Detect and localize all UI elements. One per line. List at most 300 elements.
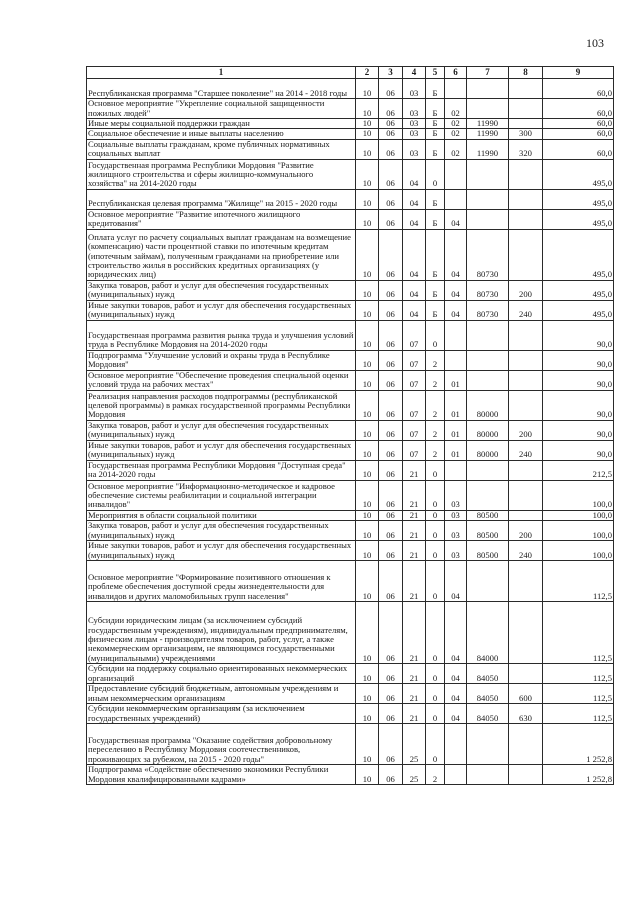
table-row [87,159,614,189]
subsection-code-cell: 06 [379,440,403,460]
measure-code-cell: 03 [445,521,467,541]
program-code-cell: 25 [403,724,426,765]
expense-type-cell [509,664,543,684]
section-code-cell: 10 [356,119,379,129]
section-code-cell: 10 [356,99,379,119]
expense-type-cell [509,350,543,370]
amount-cell: 495,0 [543,159,614,189]
subsection-code-cell: 06 [379,704,403,724]
expense-type-cell [509,229,543,280]
direction-code-cell: 80000 [467,390,509,420]
program-code-cell: 07 [403,440,426,460]
measure-code-cell: 02 [445,139,467,159]
program-code-cell: 03 [403,79,426,99]
program-code-cell: 21 [403,561,426,602]
subprogram-code-cell: 0 [426,704,445,724]
direction-code-cell [467,561,509,602]
table-row [87,300,614,320]
subsection-code-cell: 06 [379,129,403,139]
subprogram-code-cell: 0 [426,159,445,189]
subsection-code-cell: 06 [379,561,403,602]
page-number: 103 [586,36,604,50]
expense-type-cell [509,159,543,189]
measure-code-cell [445,460,467,480]
table-row [87,541,614,561]
amount-cell: 60,0 [543,139,614,159]
direction-code-cell [467,350,509,370]
measure-code-cell: 02 [445,99,467,119]
table-row [87,99,614,119]
table-row [87,320,614,350]
table-row [87,209,614,229]
section-code-cell: 10 [356,521,379,541]
measure-code-cell: 01 [445,390,467,420]
program-code-cell: 03 [403,129,426,139]
section-code-cell: 10 [356,724,379,765]
direction-code-cell [467,79,509,99]
item-name-cell: Оплата услуг по расчету социальных выплат гражданам на возмещение (компенсацию) части процентной ставки по ипотечным кредитам (ипотечным займам), полученным гражданами на приобретение или строительство жилья в российских кредитных организациях (у юридических лиц) [87,229,356,280]
measure-code-cell [445,159,467,189]
subsection-code-cell: 06 [379,521,403,541]
measure-code-cell: 04 [445,664,467,684]
section-code-cell: 10 [356,390,379,420]
section-code-cell: 10 [356,189,379,209]
item-name-cell: Подпрограмма "Улучшение условий и охраны труда в Республике Мордовия" [87,350,356,370]
table-row [87,664,614,684]
table-row [87,724,614,765]
section-code-cell: 10 [356,350,379,370]
column-header: 5 [426,67,445,79]
item-name-cell: Закупка товаров, работ и услуг для обеспечения государственных (муниципальных) нужд [87,420,356,440]
expense-type-cell [509,561,543,602]
program-code-cell: 03 [403,99,426,119]
direction-code-cell: 80730 [467,229,509,280]
item-name-cell: Мероприятия в области социальной политики [87,510,356,520]
subprogram-code-cell: Б [426,139,445,159]
program-code-cell: 21 [403,704,426,724]
subsection-code-cell: 06 [379,684,403,704]
item-name-cell: Социальные выплаты гражданам, кроме публичных нормативных социальных выплат [87,139,356,159]
item-name-cell: Субсидии некоммерческим организациям (за исключением государственных учреждений) [87,704,356,724]
item-name-cell: Республиканская целевая программа "Жилище" на 2015 - 2020 годы [87,189,356,209]
direction-code-cell [467,460,509,480]
item-name-cell: Иные закупки товаров, работ и услуг для обеспечения государственных (муниципальных) нужд [87,440,356,460]
measure-code-cell: 03 [445,480,467,510]
table-row [87,350,614,370]
subprogram-code-cell: 2 [426,350,445,370]
subprogram-code-cell: 2 [426,390,445,420]
table-row [87,280,614,300]
subsection-code-cell: 06 [379,350,403,370]
program-code-cell: 25 [403,765,426,785]
expense-type-cell: 200 [509,420,543,440]
direction-code-cell [467,209,509,229]
amount-cell: 1 252,8 [543,724,614,765]
program-code-cell: 21 [403,664,426,684]
measure-code-cell: 01 [445,370,467,390]
program-code-cell: 04 [403,159,426,189]
direction-code-cell [467,189,509,209]
amount-cell: 112,5 [543,684,614,704]
item-name-cell: Основное мероприятие "Обеспечение проведения специальной оценки условий труда на рабочих местах" [87,370,356,390]
program-code-cell: 21 [403,684,426,704]
subsection-code-cell: 06 [379,370,403,390]
program-code-cell: 21 [403,460,426,480]
program-code-cell: 21 [403,480,426,510]
section-code-cell: 10 [356,370,379,390]
measure-code-cell: 04 [445,209,467,229]
program-code-cell: 04 [403,209,426,229]
subsection-code-cell: 06 [379,99,403,119]
section-code-cell: 10 [356,280,379,300]
expense-type-cell [509,460,543,480]
section-code-cell: 10 [356,602,379,664]
amount-cell: 90,0 [543,420,614,440]
direction-code-cell: 84000 [467,602,509,664]
section-code-cell: 10 [356,320,379,350]
direction-code-cell: 80500 [467,521,509,541]
item-name-cell: Закупка товаров, работ и услуг для обеспечения государственных (муниципальных) нужд [87,280,356,300]
program-code-cell: 04 [403,280,426,300]
program-code-cell: 07 [403,420,426,440]
subsection-code-cell: 06 [379,541,403,561]
direction-code-cell: 80730 [467,280,509,300]
subsection-code-cell: 06 [379,602,403,664]
subsection-code-cell: 06 [379,320,403,350]
amount-cell: 90,0 [543,440,614,460]
measure-code-cell [445,189,467,209]
table-row [87,440,614,460]
subprogram-code-cell: Б [426,280,445,300]
direction-code-cell: 80730 [467,300,509,320]
section-code-cell: 10 [356,765,379,785]
measure-code-cell: 01 [445,440,467,460]
subprogram-code-cell: 0 [426,320,445,350]
expense-type-cell [509,390,543,420]
subsection-code-cell: 06 [379,510,403,520]
direction-code-cell [467,320,509,350]
program-code-cell: 07 [403,390,426,420]
amount-cell: 495,0 [543,209,614,229]
measure-code-cell: 04 [445,684,467,704]
item-name-cell: Основное мероприятие "Укрепление социальной защищенности пожилых людей" [87,99,356,119]
expense-type-cell [509,724,543,765]
direction-code-cell [467,159,509,189]
measure-code-cell: 04 [445,704,467,724]
item-name-cell: Основное мероприятие "Информационно-методическое и кадровое обеспечение системы реабилитации и социальной интеграции инвалидов" [87,480,356,510]
table-row [87,460,614,480]
subprogram-code-cell: Б [426,99,445,119]
amount-cell: 90,0 [543,370,614,390]
table-row [87,370,614,390]
subprogram-code-cell: 0 [426,480,445,510]
item-name-cell: Подпрограмма «Содействие обеспечению экономики Республики Мордовия квалифицированными кадрами» [87,765,356,785]
measure-code-cell [445,724,467,765]
subprogram-code-cell: 0 [426,602,445,664]
section-code-cell: 10 [356,664,379,684]
subprogram-code-cell: 0 [426,664,445,684]
section-code-cell: 10 [356,209,379,229]
column-header: 3 [379,67,403,79]
column-header: 4 [403,67,426,79]
column-header: 8 [509,67,543,79]
direction-code-cell: 11990 [467,129,509,139]
subprogram-code-cell: 2 [426,765,445,785]
subsection-code-cell: 06 [379,664,403,684]
amount-cell: 112,5 [543,602,614,664]
direction-code-cell [467,480,509,510]
subsection-code-cell: 06 [379,480,403,510]
table-row [87,139,614,159]
section-code-cell: 10 [356,480,379,510]
expense-type-cell [509,480,543,510]
column-header: 7 [467,67,509,79]
program-code-cell: 07 [403,320,426,350]
item-name-cell: Предоставление субсидий бюджетным, автономным учреждениям и иным некоммерческим организациям [87,684,356,704]
subsection-code-cell: 06 [379,460,403,480]
table-row [87,79,614,99]
amount-cell: 495,0 [543,229,614,280]
section-code-cell: 10 [356,510,379,520]
expense-type-cell: 320 [509,139,543,159]
measure-code-cell: 04 [445,229,467,280]
subsection-code-cell: 06 [379,139,403,159]
item-name-cell: Основное мероприятие "Формирование позитивного отношения к проблеме обеспечения доступной среды жизнедеятельности для инвалидов и других маломобильных групп населения" [87,561,356,602]
expense-type-cell [509,79,543,99]
subprogram-code-cell: Б [426,209,445,229]
table-row [87,390,614,420]
subprogram-code-cell: 0 [426,724,445,765]
expense-type-cell: 630 [509,704,543,724]
direction-code-cell: 80500 [467,541,509,561]
subprogram-code-cell: Б [426,79,445,99]
subprogram-code-cell: Б [426,189,445,209]
section-code-cell: 10 [356,704,379,724]
subprogram-code-cell: Б [426,119,445,129]
item-name-cell: Основное мероприятие "Развитие ипотечного жилищного кредитования" [87,209,356,229]
item-name-cell: Республиканская программа "Старшее поколение" на 2014 - 2018 годы [87,79,356,99]
subprogram-code-cell: Б [426,300,445,320]
subprogram-code-cell: 0 [426,561,445,602]
expense-type-cell [509,99,543,119]
expense-type-cell: 240 [509,541,543,561]
amount-cell: 100,0 [543,521,614,541]
direction-code-cell: 80000 [467,420,509,440]
direction-code-cell [467,765,509,785]
program-code-cell: 21 [403,602,426,664]
amount-cell: 112,5 [543,561,614,602]
header-row [87,67,614,79]
measure-code-cell [445,79,467,99]
amount-cell: 90,0 [543,320,614,350]
amount-cell: 60,0 [543,129,614,139]
subprogram-code-cell: 2 [426,370,445,390]
subsection-code-cell: 06 [379,420,403,440]
subsection-code-cell: 06 [379,300,403,320]
expense-type-cell: 600 [509,684,543,704]
expense-type-cell [509,189,543,209]
subprogram-code-cell: 2 [426,440,445,460]
item-name-cell: Закупка товаров, работ и услуг для обеспечения государственных (муниципальных) нужд [87,521,356,541]
section-code-cell: 10 [356,300,379,320]
table-body [87,79,614,785]
amount-cell: 495,0 [543,300,614,320]
section-code-cell: 10 [356,541,379,561]
expense-type-cell [509,209,543,229]
amount-cell: 60,0 [543,79,614,99]
subprogram-code-cell: 0 [426,521,445,541]
table-row [87,602,614,664]
measure-code-cell [445,320,467,350]
subsection-code-cell: 06 [379,280,403,300]
expense-type-cell: 300 [509,129,543,139]
table-row [87,561,614,602]
expense-type-cell [509,119,543,129]
table-row [87,189,614,209]
item-name-cell: Реализация направления расходов подпрограммы (республиканской целевой программы) в рамках государственной программы Республики Мордовия [87,390,356,420]
expense-type-cell: 200 [509,280,543,300]
column-header: 1 [87,67,356,79]
section-code-cell: 10 [356,79,379,99]
subsection-code-cell: 06 [379,79,403,99]
table-row [87,704,614,724]
table-row [87,510,614,520]
amount-cell: 112,5 [543,664,614,684]
subsection-code-cell: 06 [379,189,403,209]
section-code-cell: 10 [356,229,379,280]
program-code-cell: 03 [403,139,426,159]
expense-type-cell: 200 [509,521,543,541]
direction-code-cell: 80500 [467,510,509,520]
subprogram-code-cell: 0 [426,460,445,480]
program-code-cell: 03 [403,119,426,129]
direction-code-cell: 11990 [467,119,509,129]
item-name-cell: Субсидии юридическим лицам (за исключением субсидий государственным учреждениям), индивидуальным предпринимателям, физическим лицам - производителям товаров, работ, услуг, а также некоммерческим организациям, не являющимся государственными (муниципальными) учреждениями [87,602,356,664]
column-header: 2 [356,67,379,79]
measure-code-cell [445,350,467,370]
program-code-cell: 04 [403,300,426,320]
section-code-cell: 10 [356,440,379,460]
section-code-cell: 10 [356,159,379,189]
subprogram-code-cell: 2 [426,420,445,440]
budget-table [86,66,614,785]
program-code-cell: 07 [403,370,426,390]
measure-code-cell: 02 [445,129,467,139]
section-code-cell: 10 [356,139,379,159]
measure-code-cell: 03 [445,510,467,520]
item-name-cell: Иные закупки товаров, работ и услуг для обеспечения государственных (муниципальных) нужд [87,541,356,561]
table-row [87,129,614,139]
measure-code-cell: 03 [445,541,467,561]
program-code-cell: 04 [403,229,426,280]
subsection-code-cell: 06 [379,209,403,229]
table-row [87,480,614,510]
amount-cell: 100,0 [543,541,614,561]
expense-type-cell: 240 [509,300,543,320]
column-header: 6 [445,67,467,79]
expense-type-cell [509,602,543,664]
direction-code-cell: 84050 [467,664,509,684]
amount-cell: 212,5 [543,460,614,480]
direction-code-cell [467,724,509,765]
expense-type-cell: 240 [509,440,543,460]
table-row [87,229,614,280]
amount-cell: 90,0 [543,390,614,420]
section-code-cell: 10 [356,561,379,602]
section-code-cell: 10 [356,684,379,704]
program-code-cell: 21 [403,521,426,541]
section-code-cell: 10 [356,460,379,480]
item-name-cell: Иные закупки товаров, работ и услуг для обеспечения государственных (муниципальных) нужд [87,300,356,320]
subprogram-code-cell: Б [426,129,445,139]
direction-code-cell: 11990 [467,139,509,159]
table-row [87,765,614,785]
direction-code-cell: 84050 [467,684,509,704]
measure-code-cell: 04 [445,602,467,664]
amount-cell: 112,5 [543,704,614,724]
subprogram-code-cell: 0 [426,510,445,520]
measure-code-cell: 04 [445,561,467,602]
program-code-cell: 04 [403,189,426,209]
column-header: 9 [543,67,614,79]
table-row [87,521,614,541]
amount-cell: 1 252,8 [543,765,614,785]
direction-code-cell [467,99,509,119]
direction-code-cell [467,370,509,390]
expense-type-cell [509,320,543,350]
subprogram-code-cell: 0 [426,684,445,704]
subprogram-code-cell: Б [426,229,445,280]
item-name-cell: Социальное обеспечение и иные выплаты населению [87,129,356,139]
program-code-cell: 21 [403,510,426,520]
item-name-cell: Государственная программа развития рынка труда и улучшения условий труда в Республике Мордовия на 2014-2020 годы [87,320,356,350]
amount-cell: 90,0 [543,350,614,370]
table-row [87,119,614,129]
expense-type-cell [509,370,543,390]
measure-code-cell: 02 [445,119,467,129]
measure-code-cell [445,765,467,785]
direction-code-cell: 84050 [467,704,509,724]
program-code-cell: 07 [403,350,426,370]
subsection-code-cell: 06 [379,765,403,785]
subsection-code-cell: 06 [379,390,403,420]
program-code-cell: 21 [403,541,426,561]
measure-code-cell: 04 [445,280,467,300]
amount-cell: 495,0 [543,280,614,300]
subsection-code-cell: 06 [379,119,403,129]
section-code-cell: 10 [356,129,379,139]
item-name-cell: Государственная программа Республики Мордовия "Доступная среда" на 2014-2020 годы [87,460,356,480]
measure-code-cell: 04 [445,300,467,320]
amount-cell: 60,0 [543,119,614,129]
item-name-cell: Государственная программа Республики Мордовия "Развитие жилищного строительства и сферы жилищно-коммунального хозяйства" на 2014-2020 годы [87,159,356,189]
amount-cell: 100,0 [543,510,614,520]
direction-code-cell: 80000 [467,440,509,460]
subprogram-code-cell: 0 [426,541,445,561]
amount-cell: 100,0 [543,480,614,510]
item-name-cell: Государственная программа "Оказание содействия добровольному переселению в Республику Мордовия соотечественников, проживающих за рубежом, на 2015 - 2020 годы" [87,724,356,765]
item-name-cell: Иные меры социальной поддержки граждан [87,119,356,129]
subsection-code-cell: 06 [379,229,403,280]
table-row [87,684,614,704]
measure-code-cell: 01 [445,420,467,440]
expense-type-cell [509,510,543,520]
table-row [87,420,614,440]
section-code-cell: 10 [356,420,379,440]
amount-cell: 60,0 [543,99,614,119]
item-name-cell: Субсидии на поддержку социально ориентированных некоммерческих организаций [87,664,356,684]
expense-type-cell [509,765,543,785]
